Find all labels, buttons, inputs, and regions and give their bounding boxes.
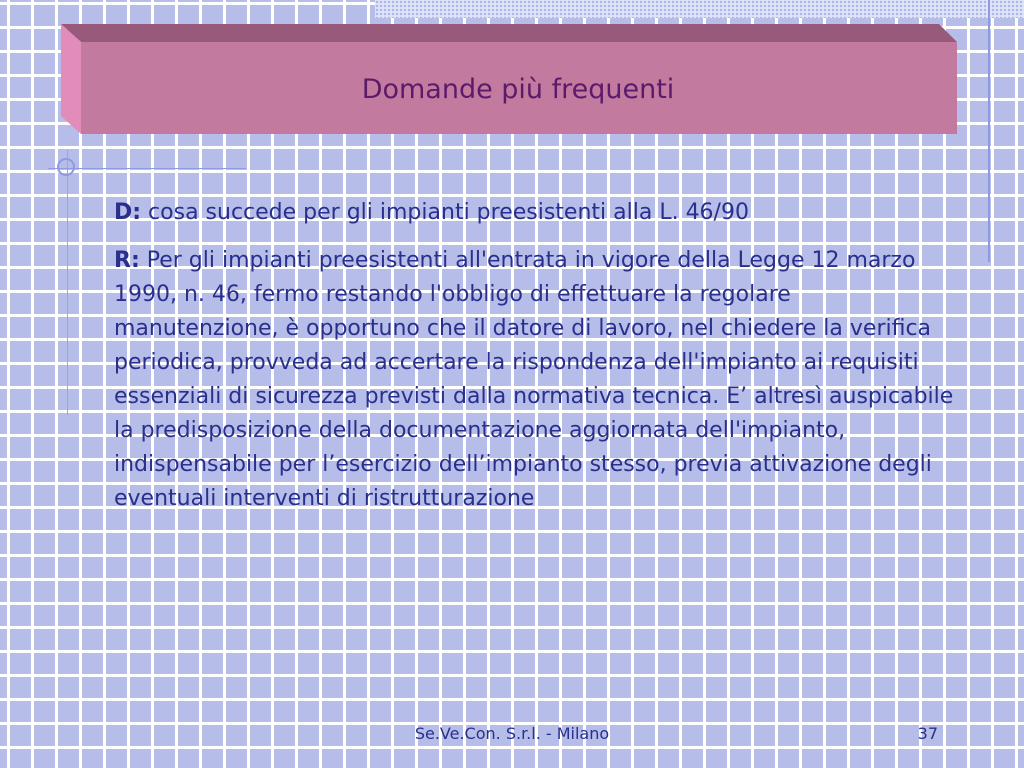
- decorative-dot-strip: [375, 0, 1024, 18]
- answer-label: R:: [114, 248, 140, 273]
- slide-title: Domande più frequenti: [361, 73, 675, 105]
- answer-paragraph: [114, 244, 954, 516]
- question-paragraph: [114, 196, 954, 230]
- decorative-left-line: [67, 150, 68, 415]
- question-label: D:: [114, 200, 142, 225]
- faq-content: [114, 196, 954, 530]
- footer-company: Se.Ve.Con. S.r.l. - Milano: [414, 724, 610, 743]
- decorative-circle-icon: [57, 158, 75, 176]
- page-number: 37: [917, 724, 938, 743]
- decorative-vertical-line: [988, 0, 990, 262]
- decorative-horizontal-line: [48, 168, 246, 169]
- answer-text: Per gli impianti preesistenti all'entrata in vigore della Legge 12 marzo 1990, n. 46, fermo restando l'obbligo di effettuare la regolare manutenzione, è opportuno che il datore di lavoro, nel chiedere la verifica periodica, provveda ad accertare la rispondenza dell'impianto ai requisiti essenziali di sicurezza previsti dalla normativa tecnica. E’ altresì auspicabile la predisposizione della documentazione aggiornata dell'impianto, indispensabile per l’esercizio dell’impianto stesso, previa attivazione degli eventuali interventi di ristrutturazione: [114, 248, 954, 511]
- question-text: cosa succede per gli impianti preesistenti alla L. 46/90: [141, 200, 749, 225]
